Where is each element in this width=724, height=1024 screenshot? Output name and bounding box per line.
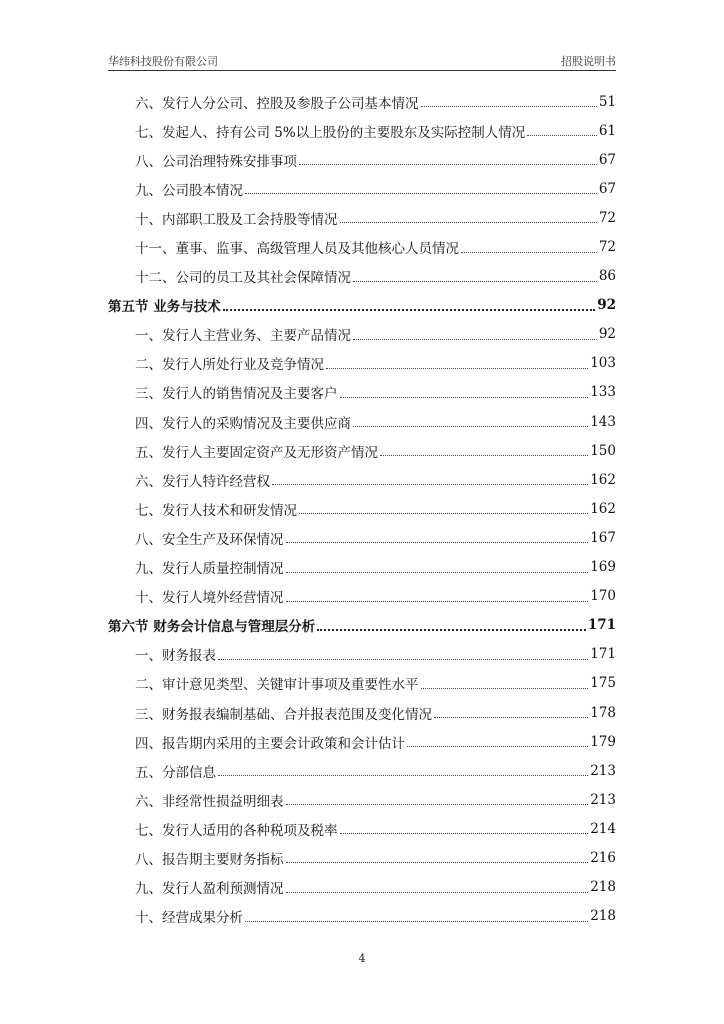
toc-entry-page: 103 (590, 355, 616, 372)
toc-entry-page: 216 (590, 849, 616, 866)
toc-entry-page: 133 (590, 384, 616, 401)
toc-entry-page: 171 (587, 617, 616, 634)
toc-entry[interactable] (108, 262, 616, 291)
toc-entry-page: 178 (590, 704, 616, 721)
toc-entry[interactable] (108, 727, 616, 756)
toc-entry[interactable] (108, 698, 616, 727)
toc-entry-title: 五、发行人主要固定资产及无形资产情况 (135, 444, 378, 461)
dot-leader (286, 572, 589, 573)
toc-entry[interactable] (108, 873, 616, 902)
toc-entry-page: 218 (590, 908, 616, 925)
dot-leader (286, 862, 589, 863)
toc-entry-page: 169 (590, 559, 616, 576)
dot-leader (421, 688, 589, 689)
dot-leader (299, 513, 588, 514)
toc-entry-title: 二、审计意见类型、关键审计事项及重要性水平 (135, 677, 419, 694)
toc-section-entry[interactable] (108, 611, 616, 640)
toc-entry-page: 86 (598, 268, 616, 285)
toc-entry-title: 三、发行人的销售情况及主要客户 (135, 386, 338, 403)
toc-entry[interactable] (108, 902, 616, 931)
toc-entry-title: 二、发行人所处行业及竞争情况 (135, 357, 324, 374)
dot-leader (353, 281, 597, 282)
toc-entry[interactable] (108, 320, 616, 349)
toc-entry-title: 五、分部信息 (135, 764, 216, 781)
toc-entry-page: 72 (598, 209, 616, 226)
toc-entry[interactable] (108, 436, 616, 465)
dot-leader (380, 455, 588, 456)
dot-leader (218, 659, 588, 660)
dot-leader (286, 601, 589, 602)
toc-entry-page: 92 (597, 297, 616, 314)
toc-entry[interactable] (108, 232, 616, 261)
dot-leader (527, 135, 597, 136)
toc-entry[interactable] (108, 465, 616, 494)
toc-entry-page: 67 (598, 151, 616, 168)
toc-entry[interactable] (108, 785, 616, 814)
toc-entry[interactable] (108, 523, 616, 552)
toc-entry-page: 175 (590, 675, 616, 692)
toc-entry[interactable] (108, 203, 616, 232)
dot-leader (223, 309, 596, 311)
toc-entry-title: 六、非经常性损益明细表 (135, 793, 284, 810)
dot-leader (340, 222, 597, 223)
toc-entry-title: 四、报告期内采用的主要会计政策和会计估计 (135, 735, 405, 752)
toc-entry-page: 213 (590, 791, 616, 808)
dot-leader (326, 368, 588, 369)
dot-leader (299, 164, 597, 165)
toc-entry[interactable] (108, 174, 616, 203)
dot-leader (272, 484, 588, 485)
dot-leader (218, 775, 588, 776)
company-name: 华纬科技股份有限公司 (108, 55, 218, 68)
toc-entry-page: 150 (590, 442, 616, 459)
toc-entry-page: 162 (590, 500, 616, 517)
toc-entry-page: 67 (598, 180, 616, 197)
toc-entry-page: 92 (598, 326, 616, 343)
toc-entry[interactable] (108, 843, 616, 872)
page-number: 4 (358, 952, 366, 965)
toc-entry[interactable] (108, 582, 616, 611)
toc-entry-title: 八、报告期主要财务指标 (135, 851, 284, 868)
dot-leader (353, 426, 588, 427)
toc-entry-title: 七、发行人技术和研发情况 (135, 502, 297, 519)
dot-leader (286, 804, 589, 805)
toc-entry-page: 162 (590, 471, 616, 488)
toc-entry-title: 九、发行人盈利预测情况 (135, 881, 284, 898)
toc-entry[interactable] (108, 553, 616, 582)
page-header (108, 50, 616, 71)
toc-entry-title: 七、发起人、持有公司 5%以上股份的主要股东及实际控制人情况 (135, 124, 526, 141)
dot-leader (461, 252, 597, 253)
toc-entry[interactable] (108, 756, 616, 785)
toc-entry[interactable] (108, 640, 616, 669)
toc-entry[interactable] (108, 145, 616, 174)
toc-entry-page: 72 (598, 239, 616, 256)
toc-entry-page: 170 (590, 588, 616, 605)
dot-leader (340, 833, 589, 834)
toc-entry-title: 十、内部职工股及工会持股等情况 (135, 211, 338, 228)
toc-entry-page: 51 (598, 93, 616, 110)
toc-entry-title: 一、发行人主营业务、主要产品情况 (135, 328, 351, 345)
toc-entry[interactable] (108, 87, 616, 116)
toc-entry-title: 八、公司治理特殊安排事项 (135, 153, 297, 170)
toc-entry-title: 九、公司股本情况 (135, 182, 243, 199)
dot-leader (353, 339, 597, 340)
toc-entry-page: 213 (590, 762, 616, 779)
toc-entry-title: 六、发行人分公司、控股及参股子公司基本情况 (135, 95, 419, 112)
toc-entry[interactable] (108, 814, 616, 843)
toc-entry[interactable] (108, 669, 616, 698)
toc-entry-title: 九、发行人质量控制情况 (135, 561, 284, 578)
toc-entry-title: 十、经营成果分析 (135, 910, 243, 927)
toc-entry-page: 179 (590, 733, 616, 750)
toc-entry-title: 一、财务报表 (135, 648, 216, 665)
dot-leader (340, 397, 589, 398)
toc-entry[interactable] (108, 407, 616, 436)
toc-entry-title: 第五节 业务与技术 (108, 299, 221, 316)
toc-entry-page: 143 (590, 413, 616, 430)
toc-entry-page: 167 (590, 529, 616, 546)
dot-leader (317, 629, 586, 631)
dot-leader (245, 921, 588, 922)
dot-leader (434, 717, 588, 718)
toc-entry-title: 第六节 财务会计信息与管理层分析 (108, 619, 316, 636)
toc-entry-title: 八、安全生产及环保情况 (135, 531, 284, 548)
toc-entry[interactable] (108, 378, 616, 407)
toc-entry-title: 七、发行人适用的各种税项及税率 (135, 822, 338, 839)
table-of-contents (108, 87, 616, 931)
toc-entry-page: 218 (590, 879, 616, 896)
dot-leader (407, 746, 588, 747)
toc-entry-title: 四、发行人的采购情况及主要供应商 (135, 415, 351, 432)
toc-entry-page: 61 (598, 122, 616, 139)
toc-entry[interactable] (108, 349, 616, 378)
toc-entry-title: 六、发行人特许经营权 (135, 473, 270, 490)
toc-entry-page: 171 (590, 646, 616, 663)
toc-entry-title: 十、发行人境外经营情况 (135, 590, 284, 607)
document-type: 招股说明书 (561, 55, 616, 68)
toc-entry-title: 十二、公司的员工及其社会保障情况 (135, 270, 351, 287)
dot-leader (421, 106, 597, 107)
toc-section-entry[interactable] (108, 291, 616, 320)
toc-entry[interactable] (108, 116, 616, 145)
toc-entry-page: 214 (590, 820, 616, 837)
dot-leader (286, 542, 589, 543)
dot-leader (245, 193, 597, 194)
dot-leader (286, 892, 589, 893)
toc-entry-title: 十一、董事、监事、高级管理人员及其他核心人员情况 (135, 241, 459, 258)
toc-entry[interactable] (108, 494, 616, 523)
toc-entry-title: 三、财务报表编制基础、合并报表范围及变化情况 (135, 706, 432, 723)
